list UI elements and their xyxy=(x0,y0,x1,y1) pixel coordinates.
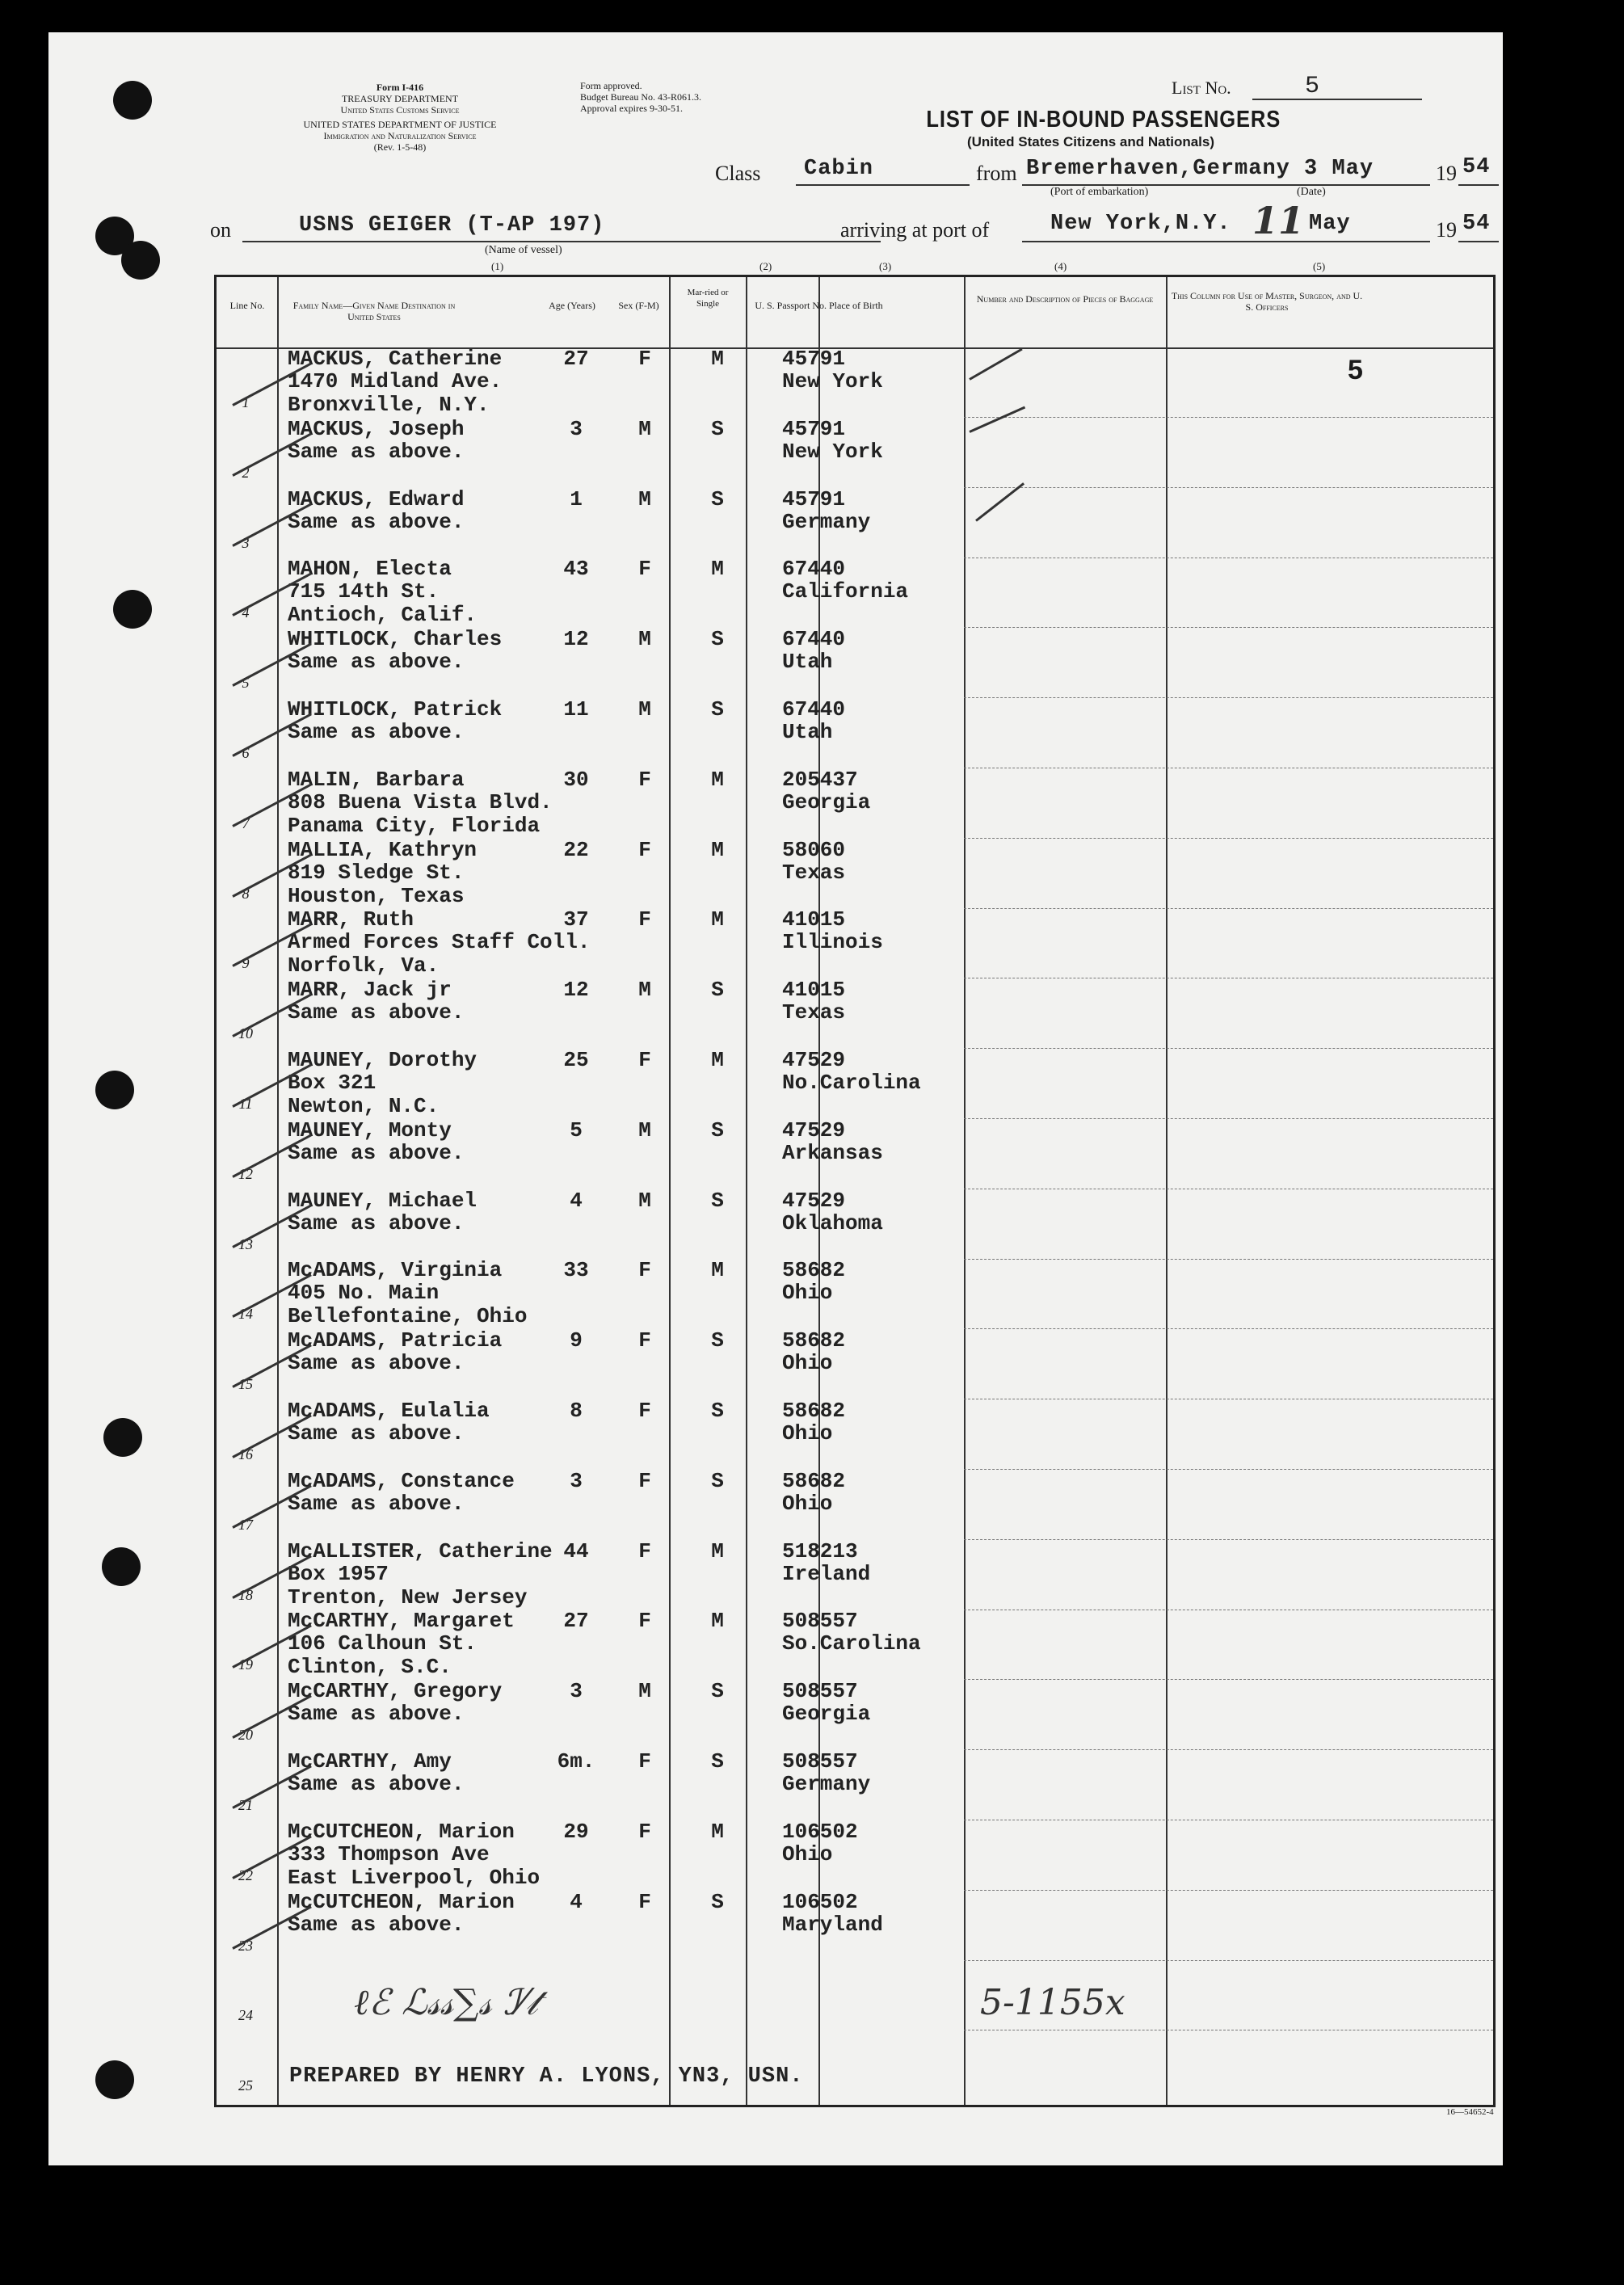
header-name-destination: Family Name—Given Name Destination in United States xyxy=(292,300,456,322)
place-of-birth: California xyxy=(782,579,909,604)
place-of-birth: New York xyxy=(782,369,883,393)
passenger-marital-status: M xyxy=(711,907,724,932)
place-of-birth: Illinois xyxy=(782,930,883,955)
table-row xyxy=(217,698,1493,768)
passenger-age: 9 xyxy=(570,1328,583,1353)
passenger-name: McCARTHY, Margaret xyxy=(288,1609,515,1634)
table-row xyxy=(217,1750,1493,1820)
place-of-birth: So.Carolina xyxy=(782,1631,921,1656)
table-row xyxy=(217,1610,1493,1680)
prepared-by: PREPARED BY HENRY A. LYONS, YN3, USN. xyxy=(289,2064,804,2089)
on-label: on xyxy=(210,218,231,242)
ins-service: Immigration and Naturalization Service xyxy=(323,130,477,141)
passenger-name: McADAMS, Eulalia xyxy=(288,1399,490,1423)
passenger-destination: 819 Sledge St. Houston, Texas xyxy=(288,860,465,908)
line-number: 2 xyxy=(242,464,250,481)
line-number: 8 xyxy=(242,885,250,902)
punch-hole xyxy=(95,2060,134,2099)
date-caption: (Date) xyxy=(1297,186,1326,198)
passenger-destination: Same as above. xyxy=(288,1000,465,1025)
passport-number: 47529 xyxy=(782,1188,846,1213)
place-of-birth: Ohio xyxy=(782,1841,833,1866)
place-of-birth: Texas xyxy=(782,1000,846,1025)
passenger-marital-status: S xyxy=(711,1328,724,1353)
passport-number: 41015 xyxy=(782,907,846,932)
passport-number: 58682 xyxy=(782,1258,846,1283)
passenger-sex: F xyxy=(638,1328,651,1353)
passenger-sex: F xyxy=(638,1468,651,1493)
passenger-sex: F xyxy=(638,1538,651,1563)
passenger-sex: M xyxy=(638,416,651,441)
passenger-marital-status: M xyxy=(711,1609,724,1634)
passenger-destination: Same as above. xyxy=(288,1702,465,1727)
passenger-marital-status: M xyxy=(711,347,724,371)
passenger-age: 6m. xyxy=(557,1749,595,1774)
line-number: 9 xyxy=(242,955,250,972)
passenger-age: 3 xyxy=(570,1468,583,1493)
passenger-age: 4 xyxy=(570,1889,583,1914)
line-number: 16 xyxy=(238,1446,253,1462)
table-row xyxy=(217,1399,1493,1470)
place-of-birth: Utah xyxy=(782,650,833,675)
place-of-birth: Ireland xyxy=(782,1561,871,1586)
passenger-marital-status: M xyxy=(711,1538,724,1563)
passport-number: 205437 xyxy=(782,767,858,792)
table-row xyxy=(217,839,1493,909)
table-row xyxy=(217,1820,1493,1891)
arrival-port: New York,N.Y. xyxy=(1050,212,1231,236)
passenger-destination: 333 Thompson Ave East Liverpool, Ohio xyxy=(288,1841,541,1890)
arriving-label: arriving at port of xyxy=(840,218,990,242)
table-row xyxy=(217,1189,1493,1260)
passenger-age: 8 xyxy=(570,1399,583,1423)
passenger-name: MARR, Jack jr xyxy=(288,978,452,1003)
passenger-sex: F xyxy=(638,557,651,582)
from-label: from xyxy=(976,162,1017,185)
passenger-age: 27 xyxy=(563,347,589,371)
punch-hole xyxy=(95,1071,134,1109)
passenger-sex: M xyxy=(638,486,651,511)
passenger-sex: M xyxy=(638,697,651,722)
passenger-age: 4 xyxy=(570,1188,583,1213)
passenger-marital-status: M xyxy=(711,1258,724,1283)
passenger-destination: Same as above. xyxy=(288,439,465,464)
class-value: Cabin xyxy=(804,157,874,181)
passenger-destination: Armed Forces Staff Coll. Norfolk, Va. xyxy=(288,930,591,978)
passport-number: 106502 xyxy=(782,1889,858,1914)
page-title: LIST OF IN-BOUND PASSENGERS xyxy=(926,107,1281,133)
passport-number: 58682 xyxy=(782,1468,846,1493)
place-of-birth: Georgia xyxy=(782,789,871,814)
line-number: 15 xyxy=(238,1376,253,1393)
passenger-name: McCARTHY, Gregory xyxy=(288,1679,503,1704)
place-of-birth: Utah xyxy=(782,720,833,744)
passport-number: 47529 xyxy=(782,1048,846,1072)
passenger-name: MALIN, Barbara xyxy=(288,767,465,792)
place-of-birth: New York xyxy=(782,439,883,464)
header-officers-use: This Column for Use of Master, Surgeon, and U. S. Officers xyxy=(1171,290,1363,313)
line-number: 13 xyxy=(238,1235,253,1252)
passenger-name: MAUNEY, Monty xyxy=(288,1117,452,1142)
passenger-age: 11 xyxy=(563,697,589,722)
passport-number: 41015 xyxy=(782,978,846,1003)
passenger-destination: Same as above. xyxy=(288,1421,465,1445)
passenger-marital-status: S xyxy=(711,416,724,441)
passenger-marital-status: M xyxy=(711,1819,724,1844)
passenger-destination: Same as above. xyxy=(288,1491,465,1516)
passenger-age: 1 xyxy=(570,486,583,511)
place-of-birth: Germany xyxy=(782,1772,871,1796)
line-number: 4 xyxy=(242,604,250,621)
passenger-sex: F xyxy=(638,1819,651,1844)
colnum-1: (1) xyxy=(491,260,504,272)
place-of-birth: Ohio xyxy=(782,1421,833,1445)
passenger-age: 29 xyxy=(563,1819,589,1844)
passport-number: 67440 xyxy=(782,627,846,652)
line-number: 19 xyxy=(238,1656,253,1673)
passenger-destination: Same as above. xyxy=(288,1772,465,1796)
line-number: 7 xyxy=(242,814,250,831)
passport-number: 58682 xyxy=(782,1399,846,1423)
from-year: 54 xyxy=(1462,155,1491,179)
passenger-name: WHITLOCK, Charles xyxy=(288,627,503,652)
passenger-destination: Same as above. xyxy=(288,509,465,534)
header-married: Mar-ried or Single xyxy=(687,288,729,309)
line-number: 14 xyxy=(238,1306,253,1323)
justice-department: UNITED STATES DEPARTMENT OF JUSTICE xyxy=(303,119,497,130)
passenger-sex: F xyxy=(638,1889,651,1914)
passenger-marital-status: M xyxy=(711,767,724,792)
passenger-sex: F xyxy=(638,1609,651,1634)
passenger-marital-status: S xyxy=(711,1889,724,1914)
arrival-month: May xyxy=(1309,212,1351,236)
table-row xyxy=(217,908,1493,978)
passport-number: 58060 xyxy=(782,837,846,862)
passport-number: 45791 xyxy=(782,416,846,441)
passport-number: 67440 xyxy=(782,557,846,582)
place-of-birth: Ohio xyxy=(782,1491,833,1516)
passenger-marital-status: S xyxy=(711,1188,724,1213)
table-row xyxy=(217,1259,1493,1329)
vessel-caption: (Name of vessel) xyxy=(485,244,562,256)
passenger-age: 33 xyxy=(563,1258,589,1283)
punch-hole xyxy=(102,1547,141,1586)
colnum-3: (3) xyxy=(879,260,892,272)
table-row xyxy=(217,1680,1493,1750)
passenger-marital-status: S xyxy=(711,978,724,1003)
passenger-destination: Box 321 Newton, N.C. xyxy=(288,1071,440,1118)
passenger-age: 12 xyxy=(563,627,589,652)
passenger-destination: 808 Buena Vista Blvd. Panama City, Florida xyxy=(288,789,553,838)
passenger-name: MACKUS, Edward xyxy=(288,486,465,511)
passenger-name: WHITLOCK, Patrick xyxy=(288,697,503,722)
passenger-sex: F xyxy=(638,837,651,862)
line-number: 22 xyxy=(238,1866,253,1883)
passenger-table xyxy=(214,275,1496,2107)
passenger-age: 37 xyxy=(563,907,589,932)
line-number: 23 xyxy=(238,1937,253,1954)
place-of-birth: Maryland xyxy=(782,1912,883,1937)
passenger-sex: M xyxy=(638,978,651,1003)
passenger-name: McALLISTER, Catherine xyxy=(288,1538,553,1563)
form-revision: (Rev. 1-5-48) xyxy=(373,141,427,153)
passport-number: 47529 xyxy=(782,1117,846,1142)
place-of-birth: Ohio xyxy=(782,1281,833,1306)
place-of-birth: Ohio xyxy=(782,1351,833,1376)
vessel-name: USNS GEIGER (T-AP 197) xyxy=(299,213,605,238)
colnum-4: (4) xyxy=(1054,260,1067,272)
colnum-2: (2) xyxy=(759,260,772,272)
passenger-age: 25 xyxy=(563,1048,589,1072)
table-row xyxy=(217,978,1493,1049)
line-number: 20 xyxy=(238,1727,253,1744)
passport-number: 45791 xyxy=(782,486,846,511)
passenger-marital-status: S xyxy=(711,1468,724,1493)
table-row xyxy=(217,488,1493,558)
line-number: 18 xyxy=(238,1586,253,1603)
passenger-age: 30 xyxy=(563,767,589,792)
passenger-destination: Same as above. xyxy=(288,720,465,744)
class-label: Class xyxy=(715,162,761,185)
passenger-destination: Same as above. xyxy=(288,1210,465,1235)
treasury-department: TREASURY DEPARTMENT xyxy=(341,93,459,104)
embarkation-port-date: Bremerhaven,Germany 3 May xyxy=(1026,157,1374,181)
line-number: 5 xyxy=(242,675,250,692)
header-baggage: Number and Description of Pieces of Baggage xyxy=(976,293,1154,305)
place-of-birth: Germany xyxy=(782,509,871,534)
header-passport: U. S. Passport No. Place of Birth xyxy=(755,300,883,311)
table-row xyxy=(217,1049,1493,1119)
line-number: 1 xyxy=(242,394,250,410)
form-number: Form I-416 xyxy=(376,82,424,93)
passenger-name: MALLIA, Kathryn xyxy=(288,837,478,862)
colnum-5: (5) xyxy=(1313,260,1326,272)
customs-service: United States Customs Service xyxy=(340,104,460,116)
line-number: 24 xyxy=(238,2007,253,2024)
place-of-birth: No.Carolina xyxy=(782,1071,921,1095)
line-number: 6 xyxy=(242,745,250,761)
passenger-name: MARR, Ruth xyxy=(288,907,414,932)
passenger-marital-status: M xyxy=(711,557,724,582)
arrival-year-prefix: 19 xyxy=(1436,218,1457,242)
passport-number: 518213 xyxy=(782,1538,858,1563)
passenger-marital-status: S xyxy=(711,486,724,511)
table-row xyxy=(217,418,1493,488)
place-of-birth: Arkansas xyxy=(782,1140,883,1165)
passenger-name: MAUNEY, Michael xyxy=(288,1188,478,1213)
passport-number: 508557 xyxy=(782,1679,858,1704)
passenger-marital-status: S xyxy=(711,1679,724,1704)
passenger-destination: Same as above. xyxy=(288,650,465,675)
table-row xyxy=(217,628,1493,698)
form-approved: Form approved. xyxy=(580,80,642,91)
passport-number: 45791 xyxy=(782,347,846,371)
passenger-sex: F xyxy=(638,1048,651,1072)
passenger-sex: F xyxy=(638,1749,651,1774)
passenger-sex: M xyxy=(638,1188,651,1213)
passenger-destination: Same as above. xyxy=(288,1351,465,1376)
passenger-sex: F xyxy=(638,347,651,371)
list-no-value: 5 xyxy=(1305,73,1321,100)
from-year-prefix: 19 xyxy=(1436,162,1457,185)
line-number: 17 xyxy=(238,1516,253,1533)
line-number: 12 xyxy=(238,1165,253,1182)
passenger-destination: Box 1957 Trenton, New Jersey xyxy=(288,1561,528,1610)
table-row xyxy=(217,347,1493,418)
form-code: 16—54652-4 xyxy=(1446,2107,1494,2117)
line-number: 25 xyxy=(238,2077,253,2094)
passport-number: 67440 xyxy=(782,697,846,722)
line-number: 10 xyxy=(238,1025,253,1042)
table-row xyxy=(217,1891,1493,1961)
table-row xyxy=(217,558,1493,628)
passenger-marital-status: S xyxy=(711,1399,724,1423)
passenger-sex: F xyxy=(638,1258,651,1283)
table-row xyxy=(217,1329,1493,1399)
header-sex: Sex (F-M) xyxy=(618,300,659,311)
passenger-age: 22 xyxy=(563,837,589,862)
manifest-sheet xyxy=(48,32,1503,2165)
passenger-sex: F xyxy=(638,767,651,792)
passenger-sex: M xyxy=(638,1679,651,1704)
port-embarkation-caption: (Port of embarkation) xyxy=(1050,186,1149,198)
passenger-name: McCUTCHEON, Marion xyxy=(288,1889,515,1914)
approval-expiry: Approval expires 9-30-51. xyxy=(580,103,683,114)
handwritten-footer-code: 5-1155x xyxy=(980,1982,1125,2023)
passenger-destination: 1470 Midland Ave. Bronxville, N.Y. xyxy=(288,369,503,417)
passenger-marital-status: M xyxy=(711,1048,724,1072)
table-row xyxy=(217,1540,1493,1610)
passport-number: 508557 xyxy=(782,1609,858,1634)
arrival-day: 11 xyxy=(1252,199,1305,242)
arrival-year: 54 xyxy=(1462,212,1491,236)
line-number: 21 xyxy=(238,1797,253,1813)
passenger-name: MACKUS, Joseph xyxy=(288,416,465,441)
list-no-label: List No. xyxy=(1172,78,1231,98)
passenger-marital-status: S xyxy=(711,697,724,722)
place-of-birth: Georgia xyxy=(782,1702,871,1727)
passenger-age: 43 xyxy=(563,557,589,582)
punch-hole xyxy=(113,81,152,120)
passenger-age: 3 xyxy=(570,1679,583,1704)
passenger-name: McADAMS, Virginia xyxy=(288,1258,503,1283)
table-row xyxy=(217,1119,1493,1189)
line-number: 3 xyxy=(242,534,250,551)
place-of-birth: Texas xyxy=(782,860,846,885)
passenger-name: McADAMS, Constance xyxy=(288,1468,515,1493)
passenger-marital-status: S xyxy=(711,627,724,652)
passenger-sex: F xyxy=(638,1399,651,1423)
passenger-age: 3 xyxy=(570,416,583,441)
signature-scribble: ℓℰ ℒ𝓈𝓈∑𝓈 ℐ⁄𝓉 xyxy=(354,1982,538,2023)
passport-number: 508557 xyxy=(782,1749,858,1774)
passenger-marital-status: S xyxy=(711,1117,724,1142)
line-number: 11 xyxy=(238,1096,253,1112)
header-line-no: Line No. xyxy=(229,300,265,311)
officers-note: 5 xyxy=(1348,355,1363,385)
passenger-name: McCUTCHEON, Marion xyxy=(288,1819,515,1844)
place-of-birth: Oklahoma xyxy=(782,1210,883,1235)
passenger-sex: M xyxy=(638,627,651,652)
passenger-marital-status: S xyxy=(711,1749,724,1774)
table-row xyxy=(217,1470,1493,1540)
passport-number: 106502 xyxy=(782,1819,858,1844)
punch-hole xyxy=(103,1418,142,1457)
passenger-name: MAUNEY, Dorothy xyxy=(288,1048,478,1072)
passenger-sex: F xyxy=(638,907,651,932)
passenger-name: McADAMS, Patricia xyxy=(288,1328,503,1353)
passenger-destination: 106 Calhoun St. Clinton, S.C. xyxy=(288,1631,478,1680)
passenger-name: MACKUS, Catherine xyxy=(288,347,503,371)
passenger-name: MAHON, Electa xyxy=(288,557,452,582)
passenger-name: McCARTHY, Amy xyxy=(288,1749,452,1774)
passenger-age: 5 xyxy=(570,1117,583,1142)
punch-hole xyxy=(121,241,160,280)
passenger-age: 27 xyxy=(563,1609,589,1634)
passenger-marital-status: M xyxy=(711,837,724,862)
header-age: Age (Years) xyxy=(549,300,595,311)
passenger-age: 12 xyxy=(563,978,589,1003)
passenger-sex: M xyxy=(638,1117,651,1142)
passenger-age: 44 xyxy=(563,1538,589,1563)
passenger-destination: Same as above. xyxy=(288,1140,465,1165)
budget-bureau-no: Budget Bureau No. 43-R061.3. xyxy=(580,91,701,103)
punch-hole xyxy=(113,590,152,629)
passenger-destination: 405 No. Main Bellefontaine, Ohio xyxy=(288,1281,528,1329)
table-row xyxy=(217,768,1493,839)
page-subtitle: (United States Citizens and Nationals) xyxy=(966,134,1215,149)
passenger-destination: Same as above. xyxy=(288,1912,465,1937)
passport-number: 58682 xyxy=(782,1328,846,1353)
passenger-destination: 715 14th St. Antioch, Calif. xyxy=(288,579,478,628)
